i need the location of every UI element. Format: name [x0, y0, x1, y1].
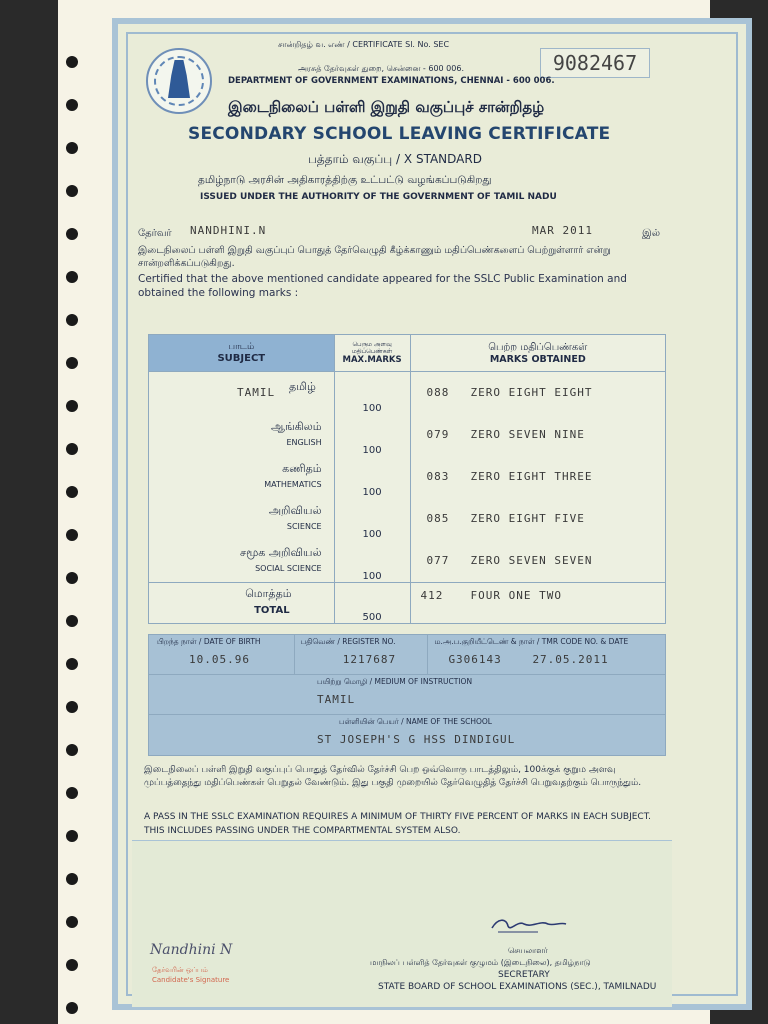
punch-hole: [66, 99, 78, 111]
dept-english: DEPARTMENT OF GOVERNMENT EXAMINATIONS, CHENNAI - 600 006.: [228, 76, 555, 86]
candidate-name: NANDHINI.N: [190, 224, 267, 237]
total-max: 500: [334, 583, 410, 624]
paper-sheet: [58, 0, 710, 1024]
certified-tamil: இடைநிலைப் பள்ளி இறுதி வகுப்புப் பொதுத் தேர்வெழுதி கீழ்க்காணும் மதிப்பெண்களைப் பெற்றுள்ளார் என்று சான்றளிக்கப்படுகிறது.: [138, 245, 611, 269]
medium-table: [148, 674, 666, 716]
tmr-date: 27.05.2011: [532, 653, 609, 666]
exam-suffix: இல்: [642, 228, 661, 239]
serial-number: 9082467: [540, 48, 650, 78]
certificate: [112, 18, 752, 1010]
medium-cell: [149, 675, 666, 716]
exam-month: MAR 2011: [532, 224, 593, 237]
marks-words: ZERO EIGHT FIVE: [470, 512, 585, 525]
subject-tamil: ஆங்கிலம்: [271, 420, 322, 433]
table-row: [149, 414, 666, 456]
marks-value: 083: [426, 470, 450, 483]
subject-english: MATHEMATICS: [264, 480, 322, 489]
table-row: [149, 372, 666, 415]
table-row: [149, 498, 666, 540]
max-marks: 100: [334, 540, 410, 583]
max-marks: 100: [334, 498, 410, 540]
authority-english: ISSUED UNDER THE AUTHORITY OF THE GOVERNMENT OF TAMIL NADU: [200, 192, 557, 202]
dob-label: பிறந்த நாள் / DATE OF BIRTH: [157, 637, 261, 646]
marks-words: ZERO SEVEN SEVEN: [470, 554, 593, 567]
punch-hole: [66, 830, 78, 842]
total-marks: 412: [420, 589, 444, 602]
punch-hole: [66, 314, 78, 326]
punch-hole: [66, 744, 78, 756]
tmr-label: ம.அ.ப.குறியீட்டெண் & நாள் / TMR CODE NO. & DATE: [434, 637, 629, 646]
medium-value: TAMIL: [317, 693, 356, 706]
subject-tamil: தமிழ்: [289, 380, 316, 393]
marks-value: 088: [426, 386, 450, 399]
subject-english: ENGLISH: [286, 438, 322, 447]
dept-tamil: அரசுத் தேர்வுகள் துறை, சென்னை - 600 006.: [298, 64, 464, 73]
candidate-sig-label: Candidate's Signature: [152, 976, 230, 984]
school-cell: [149, 715, 666, 756]
certificate-frame: [126, 32, 738, 996]
punch-hole: [66, 228, 78, 240]
punch-hole: [66, 357, 78, 369]
punch-hole: [66, 658, 78, 670]
school-table: [148, 714, 666, 756]
punch-hole: [66, 615, 78, 627]
max-marks: 100: [334, 414, 410, 456]
school-label: பள்ளியின் பெயர் / NAME OF THE SCHOOL: [339, 717, 492, 726]
title-english: SECONDARY SCHOOL LEAVING CERTIFICATE: [188, 124, 611, 144]
secretary-signature-icon: [488, 914, 568, 936]
max-marks: 100: [334, 372, 410, 415]
register-value: 1217687: [342, 653, 397, 666]
punch-hole: [66, 787, 78, 799]
dob-value: 10.05.96: [189, 653, 250, 666]
candidate-signature: Nandhini N: [150, 942, 233, 958]
board-tamil: மாநிலப் பள்ளித் தேர்வுகள் குழுமம் (இடைநிலை), தமிழ்நாடு: [370, 958, 591, 967]
table-row: [149, 456, 666, 498]
dob-cell: [149, 635, 295, 676]
marks-value: 085: [426, 512, 450, 525]
punch-hole: [66, 56, 78, 68]
subject-typed: TAMIL: [237, 386, 276, 399]
total-label: TOTAL: [254, 605, 290, 616]
candidate-sig-tamil: தேர்வரின் ஒப்பம்: [152, 966, 208, 974]
subject-header: பாடம் SUBJECT: [149, 335, 335, 372]
total-tamil: மொத்தம்: [245, 587, 292, 600]
total-row: [149, 583, 666, 624]
punch-hole: [66, 1002, 78, 1014]
punch-hole: [66, 142, 78, 154]
marks-value: 077: [426, 554, 450, 567]
candidate-prefix: தேர்வர்: [138, 228, 172, 239]
tmr-cell: [428, 635, 666, 676]
certified-english: Certified that the above mentioned candidate appeared for the SSLC Public Examination and obtained the following marks :: [138, 273, 627, 299]
tamil-nadu-emblem-icon: [146, 48, 212, 114]
note-tamil: இடைநிலைப் பள்ளி இறுதி வகுப்புப் பொதுத் தேர்வில் தேர்ச்சி பெற ஒவ்வொரு பாடத்திலும், 100க்குக் குறும அளவு முப்பத்தைந்து மதிப்பெண்கள் பெறுதல் வேண்டும். இது பகுதி முறையில் தேர்வெழுதித் தேர்ச்சி பெறுவதற்கும் பொருந்தும்.: [144, 765, 642, 788]
subject-english: SOCIAL SCIENCE: [255, 564, 322, 573]
marks-value: 079: [426, 428, 450, 441]
punch-hole: [66, 271, 78, 283]
punch-hole: [66, 873, 78, 885]
punch-hole: [66, 959, 78, 971]
subject-tamil: கணிதம்: [282, 462, 322, 475]
register-label: பதிவெண் / REGISTER NO.: [300, 637, 396, 646]
authority-tamil: தமிழ்நாடு அரசின் அதிகாரத்திற்கு உட்பட்டு வழங்கப்படுகிறது: [198, 174, 492, 186]
punch-hole: [66, 486, 78, 498]
table-row: [149, 540, 666, 583]
standard: பத்தாம் வகுப்பு / X STANDARD: [308, 152, 482, 166]
register-cell: [294, 635, 428, 676]
punch-hole: [66, 529, 78, 541]
subject-tamil: அறிவியல்: [268, 504, 322, 517]
punch-hole: [66, 572, 78, 584]
max-header: பெரும அளவு மதிப்பெண்கள் MAX.MARKS: [334, 335, 410, 372]
punch-hole: [66, 400, 78, 412]
subject-english: SCIENCE: [286, 522, 322, 531]
medium-label: பயிற்று மொழி / MEDIUM OF INSTRUCTION: [317, 677, 473, 686]
punch-hole: [66, 916, 78, 928]
tmr-code: G306143: [448, 653, 502, 666]
total-words: FOUR ONE TWO: [470, 589, 563, 602]
secretary-label: SECRETARY: [498, 970, 550, 980]
obtained-header: பெற்ற மதிப்பெண்கள் MARKS OBTAINED: [410, 335, 665, 372]
punch-hole: [66, 185, 78, 197]
school-value: ST JOSEPH'S G HSS DINDIGUL: [317, 733, 516, 746]
board-name: STATE BOARD OF SCHOOL EXAMINATIONS (SEC.), TAMILNADU: [378, 982, 657, 992]
marks-words: ZERO SEVEN NINE: [470, 428, 585, 441]
subject-tamil: சமூக அறிவியல்: [240, 546, 322, 559]
secretary-tamil: செயலாளர்: [508, 946, 548, 955]
marks-words: ZERO EIGHT THREE: [470, 470, 593, 483]
punch-hole: [66, 443, 78, 455]
title-tamil: இடைநிலைப் பள்ளி இறுதி வகுப்புச் சான்றிதழ்: [228, 98, 545, 116]
marks-words: ZERO EIGHT EIGHT: [470, 386, 593, 399]
marks-table: [148, 334, 666, 624]
table-header-row: [149, 335, 666, 372]
max-marks: 100: [334, 456, 410, 498]
punch-hole: [66, 701, 78, 713]
dob-register-table: [148, 634, 666, 676]
note-english: A PASS IN THE SSLC EXAMINATION REQUIRES A MINIMUM OF THIRTY FIVE PERCENT OF MARKS IN EACH SUBJECT. THIS INCLUDES PASSING UNDER THE COMPARTMENTAL SYSTEM ALSO.: [144, 812, 652, 836]
serial-label: சான்றிதழ் வ. எண் / CERTIFICATE Sl. No. SEC: [278, 40, 450, 49]
